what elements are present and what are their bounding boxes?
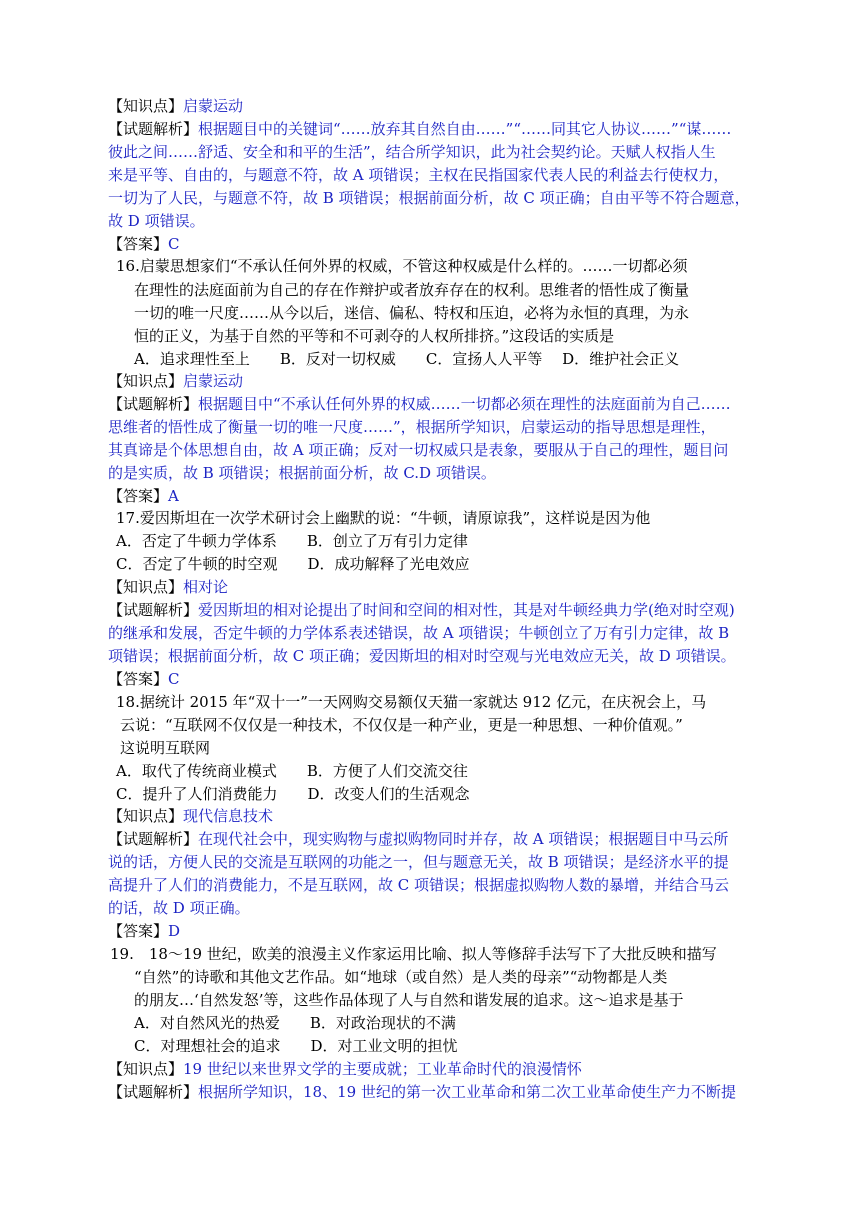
- text-line: [134, 1012, 456, 1034]
- text-line: [108, 645, 736, 667]
- question-text: 在理性的法庭面前为自己的存在作辩护或者放弃存在的权利。思维者的悟性成了衡量: [134, 281, 690, 299]
- answer-text: 爱因斯坦的相对论提出了时间和空间的相对性，其是对牛顿经典力学(绝对时空观): [198, 601, 735, 619]
- text-line: [116, 255, 688, 277]
- question-text: 18.据统计 2015 年“双十一”一天网购交易额仅天猫一家就达 912 亿元，在庆祝会上，马: [116, 693, 707, 711]
- text-line: [116, 507, 650, 529]
- text-line: [108, 805, 273, 827]
- answer-text: A: [168, 487, 179, 505]
- text-line: [108, 187, 750, 209]
- text-line: [108, 599, 735, 621]
- answer-text: 其真谛是个体思想自由，故 A 项正确；反对一切权威只是表象，要服从于自己的理性，题目问: [108, 441, 729, 459]
- question-text: 【试题解析】: [108, 830, 199, 848]
- question-text: 17.爱因斯坦在一次学术研讨会上幽默的说：“牛顿，请原谅我”，这样说是因为他: [116, 509, 651, 527]
- answer-text: 故 D 项错误。: [108, 212, 205, 230]
- text-line: [116, 530, 468, 552]
- text-line: [108, 416, 716, 438]
- answer-text: 彼此之间……舒适、安全和和平的生活”，结合所学知识，此为社会契约论。天赋人权指人生: [108, 143, 716, 161]
- question-text: C．对理想社会的追求 D．对工业文明的担忧: [134, 1037, 458, 1055]
- question-text: “自然”的诗歌和其他文艺作品。如“地球（或自然）是人类的母亲”“动物都是人类: [134, 968, 668, 986]
- answer-text: 根据题目中“不承认任何外界的权威……一切都必须在理性的法庭面前为自己……: [198, 395, 731, 413]
- answer-text: 一切为了人民，与题意不符，故 B 项错误；根据前面分析，故 C 项正确；自由平等不符合题意，: [108, 189, 750, 207]
- text-line: [108, 439, 728, 461]
- text-line: [108, 233, 180, 255]
- question-text: C．提升了人们消费能力 D．改变人们的生活观念: [116, 785, 470, 803]
- text-line: [134, 325, 614, 347]
- question-text: 16.启蒙思想家们“不承认任何外界的权威，不管这种权威是什么样的。……一切都必须: [116, 257, 688, 275]
- text-line: [108, 164, 728, 186]
- text-line: [116, 553, 470, 575]
- answer-text: D: [168, 922, 181, 940]
- text-line: [108, 462, 496, 484]
- answer-text: C: [168, 235, 180, 253]
- text-line: [108, 828, 728, 850]
- text-line: [120, 737, 210, 759]
- text-line: [108, 622, 729, 644]
- text-line: [134, 348, 679, 370]
- question-text: 云说：“互联网不仅仅是一种技术，不仅仅是一种产业，更是一种思想、一种价值观。”: [120, 716, 683, 734]
- question-text: 【试题解析】: [108, 601, 199, 619]
- question-text: 的朋友…‘自然发怒’等，这些作品体现了人与自然和谐发展的追求。这～追求是基于: [134, 991, 684, 1009]
- text-line: [108, 874, 729, 896]
- text-line: [110, 943, 717, 965]
- question-text: 【知识点】: [108, 1060, 184, 1078]
- question-text: 【试题解析】: [108, 395, 199, 413]
- text-line: [134, 966, 667, 988]
- question-text: 这说明互联网: [120, 739, 211, 757]
- answer-text: 项错误；根据前面分析，故 C 项正确；爱因斯坦的相对时空观与光电效应无关，故 D 项错误。: [108, 647, 736, 665]
- answer-text: 说的话，方便人民的交流是互联网的功能之一，但与题意无关，故 B 项错误；是经济水平的提: [108, 853, 729, 871]
- text-line: [134, 1035, 458, 1057]
- answer-text: 根据所学知识，18、19 世纪的第一次工业革命和第二次工业革命使生产力不断提: [198, 1083, 736, 1101]
- text-line: [134, 302, 689, 324]
- answer-text: 现代信息技术: [183, 807, 274, 825]
- text-line: [134, 279, 689, 301]
- answer-text: C: [168, 670, 180, 688]
- question-text: 一切的唯一尺度……从今以后，迷信、偏私、特权和压迫，必将为永恒的真理，为永: [134, 304, 690, 322]
- text-line: [108, 485, 179, 507]
- text-line: [108, 920, 180, 942]
- text-line: [108, 1058, 582, 1080]
- answer-text: 的是实质，故 B 项错误；根据前面分析，故 C.D 项错误。: [108, 464, 496, 482]
- text-line: [116, 783, 470, 805]
- question-text: 【试题解析】: [108, 1083, 199, 1101]
- answer-text: 启蒙运动: [183, 372, 244, 390]
- answer-text: 19 世纪以来世界文学的主要成就；工业革命时代的浪漫情怀: [183, 1060, 582, 1078]
- answer-text: 的继承和发展，否定牛顿的力学体系表述错误，故 A 项错误；牛顿创立了万有引力定律，故 B: [108, 624, 730, 642]
- answer-text: 在现代社会中，现实购物与虚拟购物同时并存，故 A 项错误；根据题目中马云所: [198, 830, 729, 848]
- answer-text: 思维者的悟性成了衡量一切的唯一尺度……”，根据所学知识，启蒙运动的指导思想是理性，: [108, 418, 716, 436]
- text-line: [108, 141, 716, 163]
- text-line: [108, 1081, 736, 1103]
- text-line: [108, 897, 250, 919]
- text-line: [108, 576, 228, 598]
- question-text: 【知识点】: [108, 97, 184, 115]
- text-line: [108, 118, 731, 140]
- question-text: 【答案】: [108, 487, 169, 505]
- answer-text: 来是平等、自由的，与题意不符，故 A 项错误；主权在民指国家代表人民的利益去行使权力，: [108, 166, 729, 184]
- question-text: A．否定了牛顿力学体系 B．创立了万有引力定律: [116, 532, 468, 550]
- answer-text: 的话，故 D 项正确。: [108, 899, 250, 917]
- text-line: [116, 760, 468, 782]
- text-line: [108, 668, 180, 690]
- text-line: [108, 393, 731, 415]
- text-line: [116, 691, 706, 713]
- answer-text: 高提升了人们的消费能力，不是互联网，故 C 项错误；根据虚拟购物人数的暴增，并结合马云: [108, 876, 730, 894]
- question-text: 【答案】: [108, 922, 169, 940]
- question-text: 恒的正义，为基于自然的平等和不可剥夺的人权所排挤。”这段话的实质是: [134, 327, 615, 345]
- text-line: [120, 714, 683, 736]
- answer-text: 启蒙运动: [183, 97, 244, 115]
- question-text: A．追求理性至上 B．反对一切权威 C．宣扬人人平等 D．维护社会正义: [134, 350, 680, 368]
- answer-text: 相对论: [183, 578, 229, 596]
- question-text: 【答案】: [108, 670, 169, 688]
- question-text: A．取代了传统商业模式 B．方便了人们交流交往: [116, 762, 468, 780]
- text-line: [108, 95, 243, 117]
- text-line: [108, 370, 243, 392]
- question-text: 【试题解析】: [108, 120, 199, 138]
- text-line: [108, 210, 205, 232]
- question-text: 19. 18～19 世纪，欧美的浪漫主义作家运用比喻、拟人等修辞手法写下了大批反映和描写: [110, 945, 717, 963]
- answer-text: 根据题目中的关键词“……放弃其自然自由……”“……同其它人协议……”“谋……: [198, 120, 732, 138]
- question-text: 【答案】: [108, 235, 169, 253]
- question-text: 【知识点】: [108, 372, 184, 390]
- question-text: A．对自然风光的热爱 B．对政治现状的不满: [134, 1014, 456, 1032]
- question-text: 【知识点】: [108, 578, 184, 596]
- question-text: 【知识点】: [108, 807, 184, 825]
- text-line: [108, 851, 729, 873]
- question-text: C．否定了牛顿的时空观 D．成功解释了光电效应: [116, 555, 470, 573]
- text-line: [134, 989, 684, 1011]
